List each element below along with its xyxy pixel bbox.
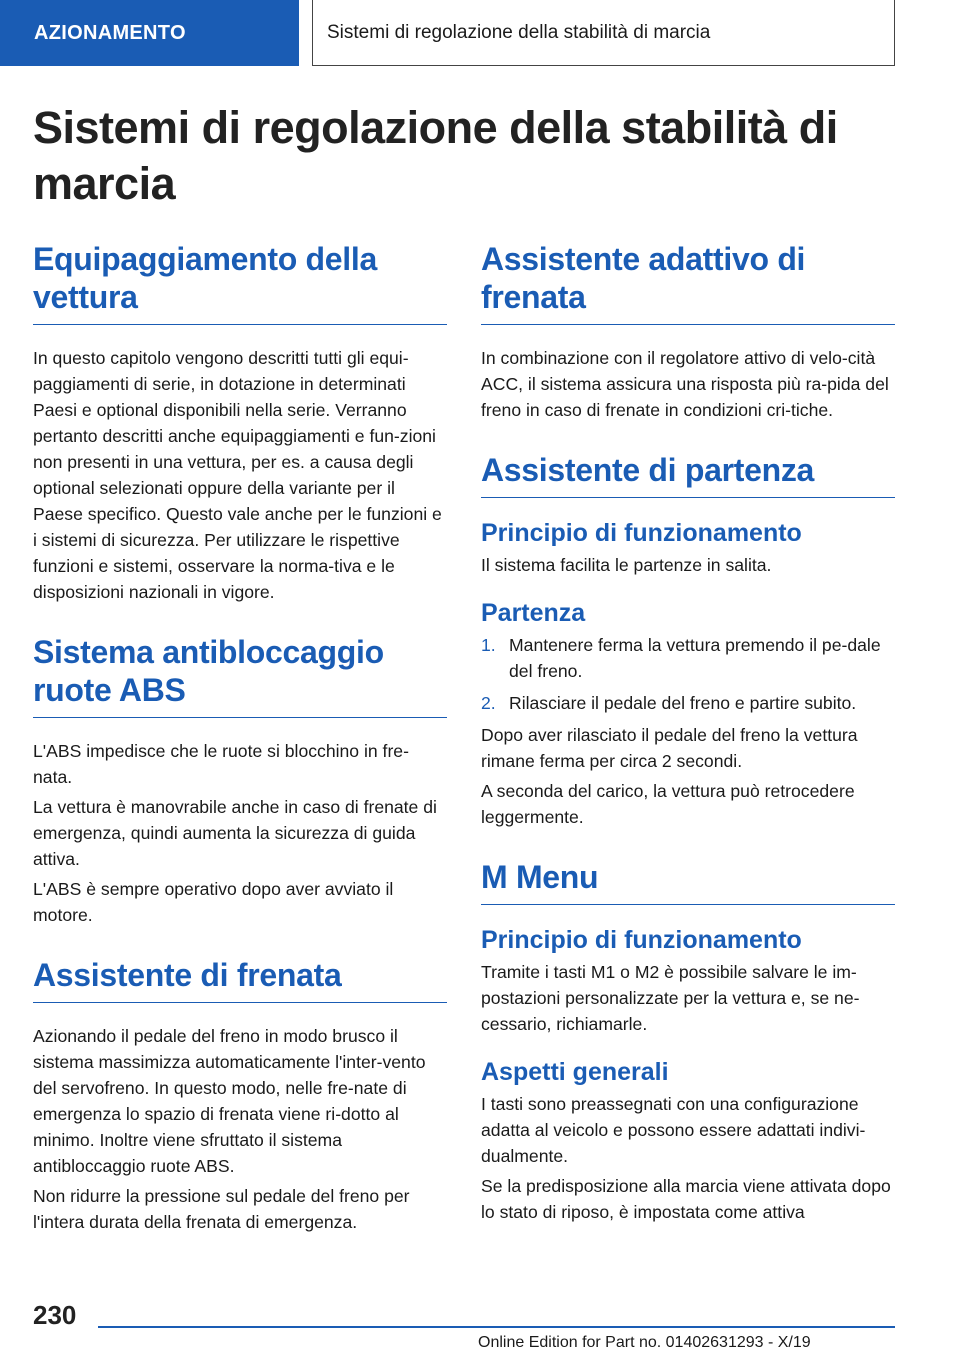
section-heading-m-menu: M Menu (481, 858, 895, 905)
list-item (481, 632, 895, 684)
section-hill-start (481, 451, 895, 830)
paragraph: Azionando il pedale del freno in modo brusco il sistema massimizza automaticamente l'inter-vento del servofreno. In questo modo, nelle fre-nate di emergenza lo spazio di frenata viene ri-dotto al minimo. Inoltre viene sfruttato il sistema antibloccaggio ruote ABS. (33, 1026, 426, 1176)
paragraph: A seconda del carico, la vettura può retrocedere leggermente. (481, 781, 855, 827)
step-number: 2. (481, 693, 496, 713)
step-text: Rilasciare il pedale del freno e partire subito. (509, 693, 857, 713)
paragraph: Non ridurre la pressione sul pedale del freno per l'intera durata della frenata di emergenza. (33, 1186, 410, 1232)
list-item (481, 690, 895, 716)
paragraph: Dopo aver rilasciato il pedale del freno la vettura rimane ferma per circa 2 secondi. (481, 725, 858, 771)
footer-divider (98, 1326, 895, 1328)
step-text: Mantenere ferma la vettura premendo il pe-dale del freno. (509, 635, 881, 681)
footer-edition: Online Edition for Part no. 01402631293 - X/19 (478, 1334, 811, 1351)
section-adaptive-brake (481, 240, 895, 423)
paragraph: Se la predisposizione alla marcia viene attivata dopo lo stato di riposo, è impostata come attiva (481, 1176, 891, 1222)
steps-list (481, 632, 895, 716)
section-heading-equipment: Equipaggiamento della vettura (33, 240, 447, 325)
step-number: 1. (481, 635, 496, 655)
paragraph: L'ABS impedisce che le ruote si blocchino in fre-nata. (33, 741, 409, 787)
paragraph: La vettura è manovrabile anche in caso di frenate di emergenza, quindi aumenta la sicurezza di guida attiva. (33, 797, 437, 869)
subheading-principle: Principio di funzionamento (481, 926, 802, 954)
paragraph: In combinazione con il regolatore attivo di velo-cità ACC, il sistema assicura una risposta più ra-pida del freno in caso di frenate in condizioni cri-tiche. (481, 348, 889, 420)
section-heading-hill-start: Assistente di partenza (481, 451, 895, 498)
right-column (481, 240, 895, 1225)
header-section-tab (0, 0, 299, 66)
paragraph: In questo capitolo vengono descritti tutti gli equi-paggiamenti di serie, in dotazione in determinati Paesi e optional disponibili nella serie. Verranno pertanto descritti anche equipaggiamenti e fun-zioni non presenti in una vettura, per es. a causa degli optional selezionati oppure della variante per il Paese specifico. Questo vale anche per le funzioni e i sistemi di sicurezza. Per utilizzare le rispettive funzioni e sistemi, osservare la norma-tiva e le disposizioni nazionali in vigore. (33, 348, 442, 602)
section-heading-abs: Sistema antibloccaggio ruote ABS (33, 633, 447, 718)
page-title: Sistemi di regolazione della stabilità di marcia (33, 102, 838, 209)
page-number: 230 (33, 1300, 77, 1330)
paragraph: Il sistema facilita le partenze in salita. (481, 555, 772, 575)
left-column (33, 240, 447, 1235)
paragraph: L'ABS è sempre operativo dopo aver avviato il motore. (33, 879, 394, 925)
section-equipment (33, 240, 447, 605)
section-brake-assist (33, 956, 447, 1235)
paragraph: I tasti sono preassegnati con una configurazione adatta al veicolo e possono essere adattati indivi-dualmente. (481, 1094, 866, 1166)
section-heading-adaptive-brake: Assistente adattivo di frenata (481, 240, 895, 325)
paragraph: Tramite i tasti M1 o M2 è possibile salvare le im-postazioni personalizzate per la vettura e, se ne-cessario, richiamarle. (481, 962, 860, 1034)
subheading-principle: Principio di funzionamento (481, 519, 802, 547)
section-abs (33, 633, 447, 928)
subheading-start: Partenza (481, 599, 586, 627)
subheading-general: Aspetti generali (481, 1058, 669, 1086)
header-chapter-label: Sistemi di regolazione della stabilità di marcia (327, 21, 711, 43)
section-m-menu (481, 858, 895, 1225)
header-section-label: AZIONAMENTO (34, 21, 186, 44)
section-heading-brake-assist: Assistente di frenata (33, 956, 447, 1003)
header-chapter-box (312, 0, 895, 66)
